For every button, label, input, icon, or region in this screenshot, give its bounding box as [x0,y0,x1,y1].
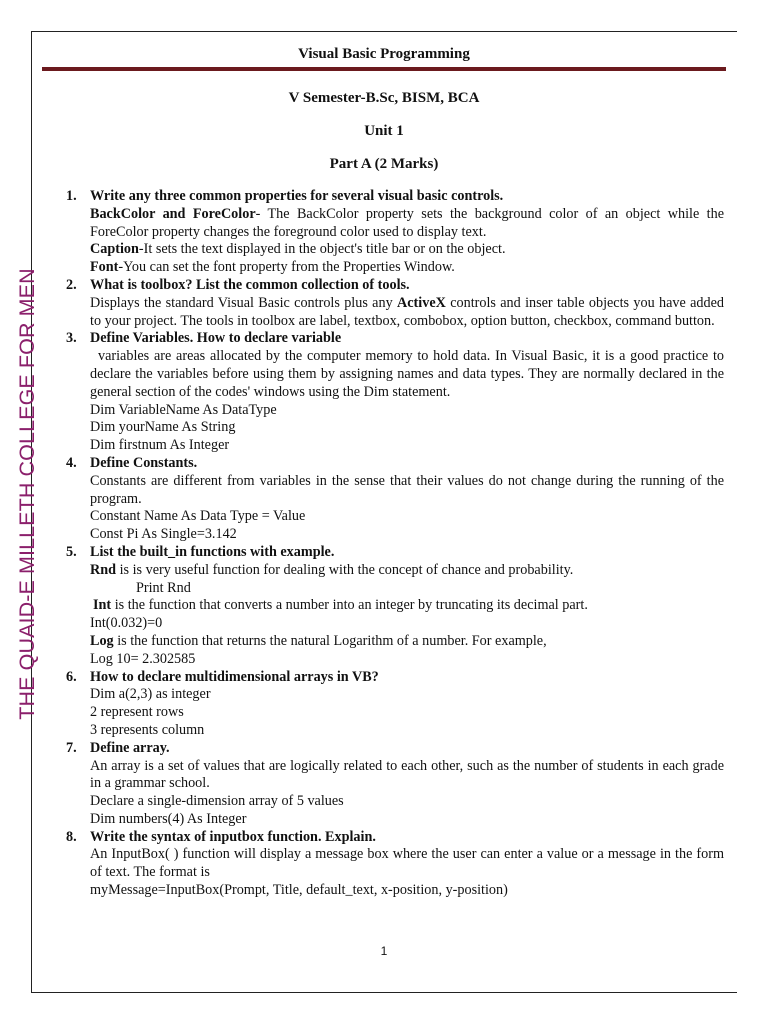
term-text: -It sets the text displayed in the object's title bar or on the object. [138,241,506,258]
answer-paragraph [90,241,724,259]
question-number: 6. [66,668,77,685]
term: ActiveX [397,294,446,311]
question-number: 8. [66,828,77,845]
question-title: Write any three common properties for several visual basic controls. [90,188,504,204]
code-line: Const Pi As Single=3.142 [90,526,237,543]
code-line: Dim numbers(4) As Integer [90,810,247,827]
answer-paragraph [90,295,724,331]
answer-text: controls and inser table objects you have added to your project. The tools in toolbox are label, textbox, combobox, option button, checkbox, command button. [90,294,724,329]
watermark-text: THE QUAID-E MILLETH COLLEGE FOR MEN [15,268,39,720]
question-5 [66,544,724,669]
answer-paragraph [90,633,724,651]
answer-paragraph [90,259,724,277]
answer-paragraph [90,206,724,242]
term-text: is the function that returns the natural Logarithm of a number. For example, [113,632,547,649]
question-title: What is toolbox? List the common collection of tools. [90,276,410,293]
code-line: Int(0.032)=0 [90,615,163,632]
term: Rnd [90,561,117,578]
term: Log [90,632,114,649]
part-line: Part A (2 Marks) [329,156,439,172]
code-line: Log 10= 2.302585 [90,650,196,667]
code-line: Dim VariableName As DataType [90,401,277,418]
term: BackColor and ForeColor [90,205,256,222]
page-number: 1 [380,944,388,958]
term-text: is the function that converts a number into an integer by truncating its decimal part. [111,597,588,614]
question-number: 4. [66,454,77,471]
code-line: 2 represent rows [90,704,184,721]
question-7 [66,740,724,829]
code-line: Print Rnd [136,579,191,596]
question-title: Write the syntax of inputbox function. Explain. [90,828,376,845]
question-3 [66,330,724,455]
question-6 [66,669,724,740]
answer-text: Displays the standard Visual Basic controls plus any [90,294,398,311]
code-line: 3 represents column [90,721,205,738]
term: Int [93,597,112,614]
header-divider [42,67,726,71]
term: Caption [90,241,139,258]
answer-paragraph [90,597,724,615]
answer-paragraph: Constants are different from variables in the sense that their values do not change during the running of the program. [90,472,724,507]
question-number: 5. [66,543,77,560]
term-text: - The BackColor property sets the background color of an object while the ForeColor property changes the foreground color used to display text. [90,205,724,240]
questions-list [66,188,724,900]
question-2 [66,277,724,330]
answer-paragraph: An InputBox( ) function will display a message box where the user can enter a value or a message in the form of text. The format is [90,846,724,881]
college-watermark [14,222,40,766]
code-line: Dim yourName As String [90,419,236,436]
term-text: -You can set the font property from the Properties Window. [118,259,455,276]
semester-line: V Semester-B.Sc, BISM, BCA [288,90,480,106]
question-4 [66,455,724,544]
question-8 [66,829,724,900]
code-line: Constant Name As Data Type = Value [90,508,306,525]
code-line: Declare a single-dimension array of 5 values [90,793,344,810]
answer-paragraph: variables are areas allocated by the computer memory to hold data. In Visual Basic, it is a good practice to declare the variables before using them by assigning names and data types. They are normally declared in the general section of the codes' windows using the Dim statement. [90,348,724,400]
question-number: 1. [66,188,77,204]
document-header-title: Visual Basic Programming [298,46,470,62]
answer-paragraph [90,562,724,580]
question-1 [66,188,724,277]
question-number: 3. [66,330,77,347]
term: Font [90,259,119,276]
term-text: is is very useful function for dealing with the concept of chance and probability. [116,561,574,578]
code-line: myMessage=InputBox(Prompt, Title, default_text, x-position, y-position) [90,882,508,899]
question-title: How to declare multidimensional arrays in VB? [90,668,379,685]
question-number: 2. [66,276,77,293]
question-number: 7. [66,739,77,756]
answer-paragraph: An array is a set of values that are logically related to each other, such as the number of students in each grade in a grammar school. [90,757,724,792]
question-title: Define array. [90,739,170,756]
question-title: Define Variables. How to declare variable [90,330,342,347]
code-line: Dim a(2,3) as integer [90,686,211,703]
question-title: List the built_in functions with example. [90,543,335,560]
unit-line: Unit 1 [364,123,404,139]
code-line: Dim firstnum As Integer [90,437,230,454]
question-title: Define Constants. [90,454,198,471]
